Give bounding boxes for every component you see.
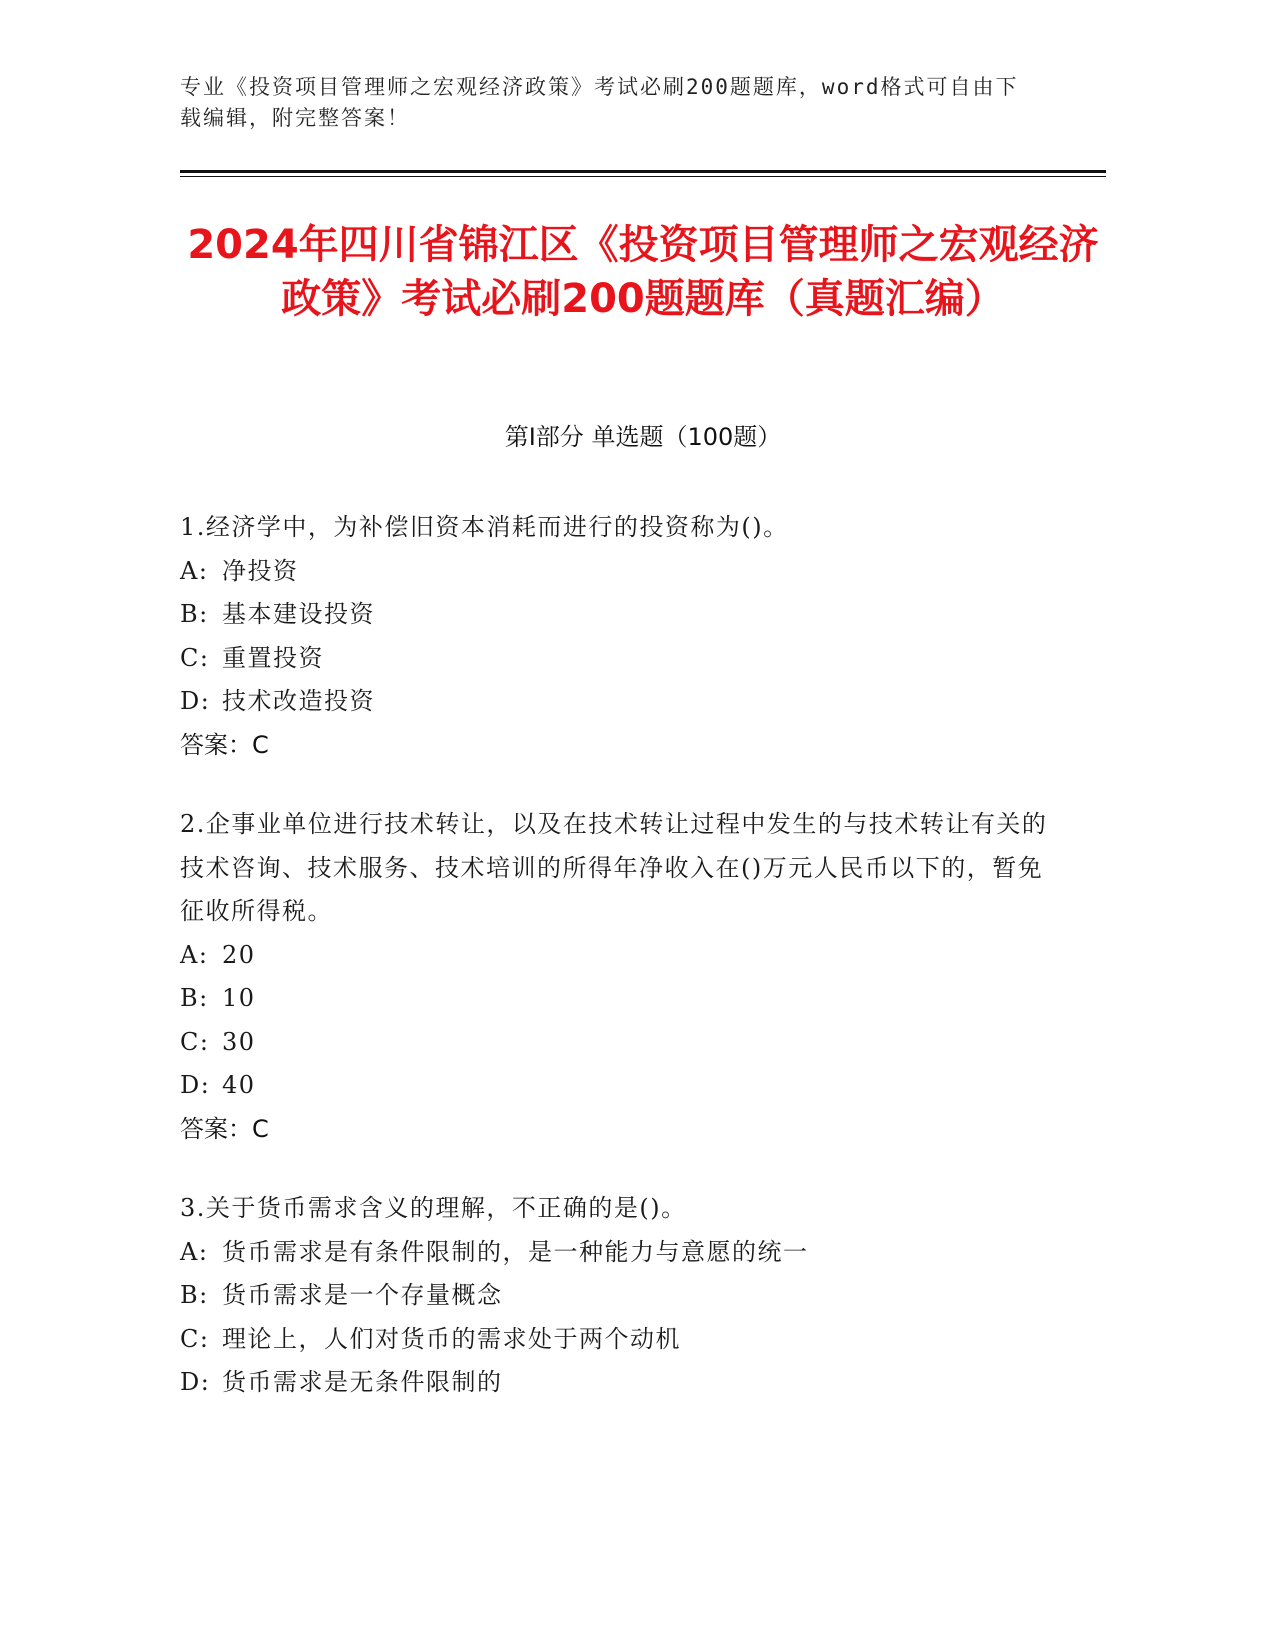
option-text: 20 (222, 940, 256, 969)
header-note: 专业《投资项目管理师之宏观经济政策》考试必刷200题题库，word格式可自由下载编辑，附完整答案！ (180, 75, 1019, 130)
option-text: 基本建设投资 (222, 600, 375, 628)
question-list (180, 506, 1060, 1441)
question-2 (180, 803, 1060, 1151)
option-text: 技术改造投资 (222, 687, 375, 715)
option-text: 10 (222, 984, 256, 1012)
option-letter: A: (180, 940, 209, 969)
option-letter: C: (180, 643, 210, 672)
option-c (180, 637, 1060, 681)
option-text: 净投资 (222, 556, 299, 585)
option-letter: C: (180, 1324, 210, 1353)
option-a (180, 550, 1060, 594)
option-d (180, 1361, 1060, 1405)
option-letter: C: (180, 1027, 210, 1056)
question-3 (180, 1187, 1060, 1405)
header-divider (180, 170, 1106, 173)
answer: 答案：C (180, 1114, 269, 1143)
option-letter: B: (180, 1281, 209, 1309)
option-text: 理论上，人们对货币的需求处于两个动机 (222, 1324, 681, 1353)
option-text: 30 (222, 1027, 256, 1056)
option-letter: A: (180, 1237, 209, 1266)
part-title: 第I部分 单选题（100题） (504, 423, 782, 451)
option-c (180, 1318, 1060, 1362)
question-stem: 1.经济学中，为补偿旧资本消耗而进行的投资称为()。 (180, 513, 789, 541)
answer: 答案：C (180, 730, 269, 759)
option-letter: D: (180, 1368, 211, 1396)
option-d (180, 1064, 1060, 1108)
option-letter: D: (180, 1071, 211, 1099)
option-text: 货币需求是一个存量概念 (222, 1281, 503, 1309)
question-stem: 3.关于货币需求含义的理解，不正确的是()。 (180, 1194, 687, 1222)
option-a (180, 934, 1060, 978)
option-b (180, 1274, 1060, 1318)
option-letter: B: (180, 600, 209, 628)
document-title: 2024年四川省锦江区《投资项目管理师之宏观经济政策》考试必刷200题题库（真题汇编） (187, 222, 1099, 322)
option-text: 重置投资 (222, 643, 324, 672)
option-letter: A: (180, 556, 209, 585)
question-stem: 2.企事业单位进行技术转让，以及在技术转让过程中发生的与技术转让有关的技术咨询、技术服务、技术培训的所得年净收入在()万元人民币以下的，暂免征收所得税。 (180, 810, 1048, 925)
option-c (180, 1021, 1060, 1065)
option-a (180, 1231, 1060, 1275)
option-b (180, 593, 1060, 637)
header-divider-thin (180, 176, 1106, 177)
option-text: 货币需求是有条件限制的，是一种能力与意愿的统一 (222, 1237, 809, 1266)
option-text: 40 (222, 1071, 256, 1099)
option-letter: B: (180, 984, 209, 1012)
option-letter: D: (180, 687, 211, 715)
option-text: 货币需求是无条件限制的 (222, 1368, 503, 1396)
option-d (180, 680, 1060, 724)
option-b (180, 977, 1060, 1021)
question-1 (180, 506, 1060, 767)
